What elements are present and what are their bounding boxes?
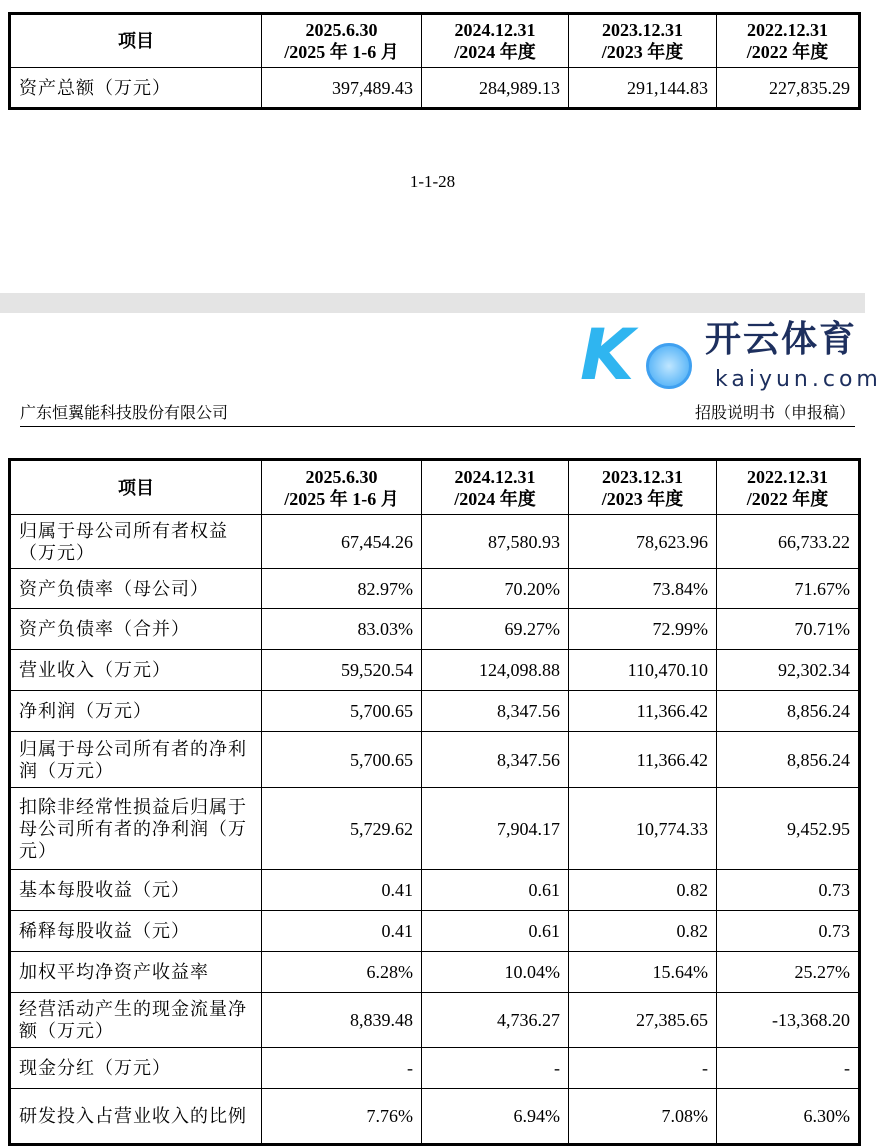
- table-row: [10, 609, 860, 650]
- cell-value: 0.41: [262, 911, 422, 952]
- cell-value: -13,368.20: [717, 993, 860, 1048]
- cell-value: 5,700.65: [262, 732, 422, 788]
- cell-value: 0.61: [422, 870, 569, 911]
- cell-value: 7.08%: [569, 1089, 717, 1145]
- cell-value: 6.28%: [262, 952, 422, 993]
- column-header: 2022.12.31 /2022 年度: [717, 14, 860, 68]
- cell-value: 0.73: [717, 911, 860, 952]
- cell-value: 9,452.95: [717, 788, 860, 870]
- column-header: 项目: [10, 14, 262, 68]
- table-row: [10, 650, 860, 691]
- document-type: 招股说明书（申报稿）: [694, 405, 855, 422]
- cell-value: 87,580.93: [422, 515, 569, 569]
- page-separator: [0, 293, 865, 313]
- total-assets-table: [8, 12, 861, 110]
- company-name: 广东恒翼能科技股份有限公司: [20, 405, 229, 422]
- cell-value: 291,144.83: [569, 68, 717, 109]
- table-row: [10, 1089, 860, 1145]
- cell-value: 25.27%: [717, 952, 860, 993]
- cell-value: 4,736.27: [422, 993, 569, 1048]
- column-header: 2024.12.31 /2024 年度: [422, 14, 569, 68]
- row-label: 经营活动产生的现金流量净额（万元）: [10, 993, 262, 1048]
- cell-value: 10.04%: [422, 952, 569, 993]
- watermark-k-icon: K: [580, 314, 635, 396]
- row-label: 资产负债率（母公司）: [10, 569, 262, 609]
- table-row: [10, 788, 860, 870]
- cell-value: 27,385.65: [569, 993, 717, 1048]
- cell-value: 0.73: [717, 870, 860, 911]
- financial-indicators-table: [8, 458, 861, 1146]
- cell-value: 69.27%: [422, 609, 569, 650]
- row-label: 资产负债率（合并）: [10, 609, 262, 650]
- cell-value: 0.41: [262, 870, 422, 911]
- row-label: 研发投入占营业收入的比例: [10, 1089, 262, 1145]
- page-header: [20, 400, 855, 427]
- column-header: 项目: [10, 460, 262, 515]
- soccer-ball-icon: [646, 343, 692, 389]
- table-row: [10, 515, 860, 569]
- cell-value: 78,623.96: [569, 515, 717, 569]
- row-label: 归属于母公司所有者权益（万元）: [10, 515, 262, 569]
- cell-value: 72.99%: [569, 609, 717, 650]
- row-label: 稀释每股收益（元）: [10, 911, 262, 952]
- kaiyun-watermark-logo: [580, 314, 882, 396]
- row-label: 归属于母公司所有者的净利润（万元）: [10, 732, 262, 788]
- cell-value: 8,347.56: [422, 732, 569, 788]
- cell-value: 83.03%: [262, 609, 422, 650]
- cell-value: 0.82: [569, 911, 717, 952]
- page-number: 1-1-28: [409, 172, 456, 191]
- column-header: 2023.12.31 /2023 年度: [569, 460, 717, 515]
- row-label: 现金分红（万元）: [10, 1048, 262, 1089]
- cell-value: 11,366.42: [569, 691, 717, 732]
- table-row: [10, 870, 860, 911]
- cell-value: 82.97%: [262, 569, 422, 609]
- table-row: [10, 569, 860, 609]
- cell-value: -: [569, 1048, 717, 1089]
- row-label: 营业收入（万元）: [10, 650, 262, 691]
- watermark-brand-cn: 开云体育: [705, 319, 858, 360]
- cell-value: 73.84%: [569, 569, 717, 609]
- table-row: [10, 952, 860, 993]
- row-label: 加权平均净资产收益率: [10, 952, 262, 993]
- cell-value: 0.82: [569, 870, 717, 911]
- table-row: [10, 911, 860, 952]
- table-row: [10, 732, 860, 788]
- cell-value: 8,347.56: [422, 691, 569, 732]
- table-row: [10, 1048, 860, 1089]
- cell-value: 92,302.34: [717, 650, 860, 691]
- cell-value: 71.67%: [717, 569, 860, 609]
- column-header: 2024.12.31 /2024 年度: [422, 460, 569, 515]
- cell-value: 6.94%: [422, 1089, 569, 1145]
- cell-value: -: [262, 1048, 422, 1089]
- row-label: 净利润（万元）: [10, 691, 262, 732]
- cell-value: 11,366.42: [569, 732, 717, 788]
- cell-value: -: [422, 1048, 569, 1089]
- cell-value: 8,856.24: [717, 691, 860, 732]
- cell-value: 59,520.54: [262, 650, 422, 691]
- table-row: [10, 691, 860, 732]
- cell-value: 7.76%: [262, 1089, 422, 1145]
- cell-value: 70.20%: [422, 569, 569, 609]
- cell-value: 0.61: [422, 911, 569, 952]
- cell-value: 284,989.13: [422, 68, 569, 109]
- column-header: 2023.12.31 /2023 年度: [569, 14, 717, 68]
- cell-value: 6.30%: [717, 1089, 860, 1145]
- cell-value: 15.64%: [569, 952, 717, 993]
- row-label: 基本每股收益（元）: [10, 870, 262, 911]
- cell-value: 110,470.10: [569, 650, 717, 691]
- cell-value: 70.71%: [717, 609, 860, 650]
- cell-value: 8,856.24: [717, 732, 860, 788]
- cell-value: 7,904.17: [422, 788, 569, 870]
- cell-value: 5,729.62: [262, 788, 422, 870]
- cell-value: 67,454.26: [262, 515, 422, 569]
- column-header: 2025.6.30 /2025 年 1-6 月: [262, 14, 422, 68]
- row-label: 扣除非经常性损益后归属于母公司所有者的净利润（万元）: [10, 788, 262, 870]
- cell-value: 10,774.33: [569, 788, 717, 870]
- cell-value: 8,839.48: [262, 993, 422, 1048]
- column-header: 2022.12.31 /2022 年度: [717, 460, 860, 515]
- row-label: 资产总额（万元）: [10, 68, 262, 109]
- table-row: [10, 993, 860, 1048]
- watermark-brand-en: kaiyun.com: [715, 367, 882, 392]
- column-header: 2025.6.30 /2025 年 1-6 月: [262, 460, 422, 515]
- cell-value: 397,489.43: [262, 68, 422, 109]
- cell-value: 227,835.29: [717, 68, 860, 109]
- cell-value: 124,098.88: [422, 650, 569, 691]
- cell-value: -: [717, 1048, 860, 1089]
- cell-value: 5,700.65: [262, 691, 422, 732]
- cell-value: 66,733.22: [717, 515, 860, 569]
- table-row: [10, 68, 860, 109]
